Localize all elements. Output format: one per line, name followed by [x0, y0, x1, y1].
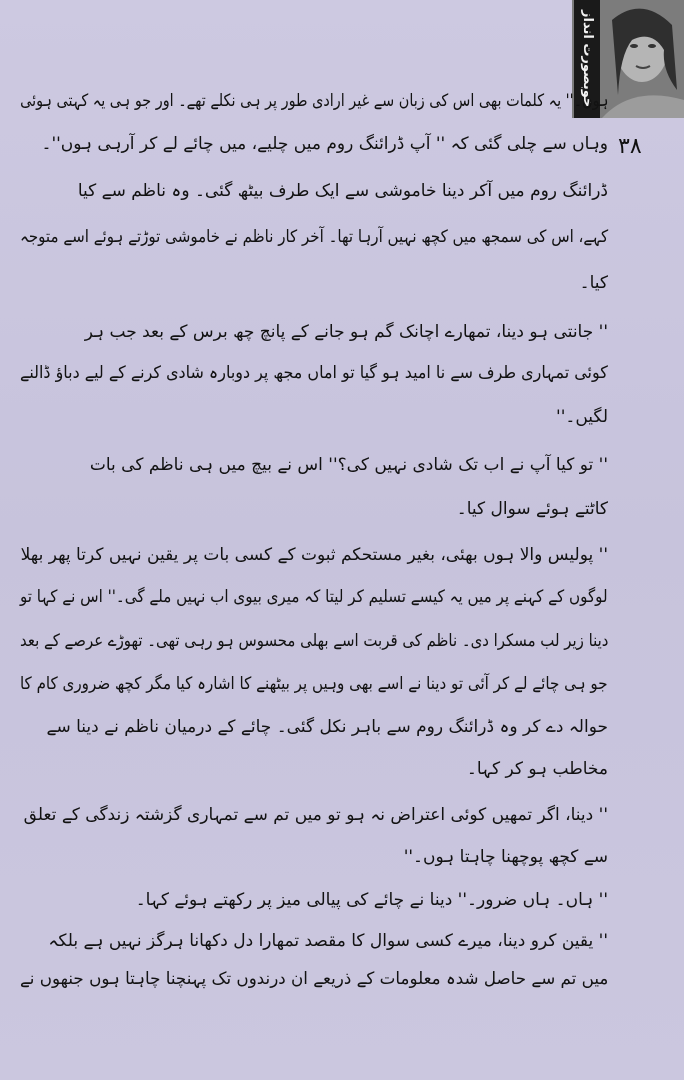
text-line: حوالہ دے کر وہ ڈرائنگ روم سے باہر نکل گئی۔ چائے کے درمیان ناظم نے دینا سے: [46, 717, 608, 737]
text-line: '' پولیس والا ہوں بھئی، بغیر مستحکم ثبوت کے کسی بات پر یقین نہیں کرتا پھر بھلا: [20, 545, 608, 565]
text-line: کوئی تمہاری طرف سے نا امید ہو گیا تو اماں مجھ پر دوبارہ شادی کرنے کے لیے دباؤ ڈالنے: [20, 363, 608, 383]
text-line: دینا زیر لب مسکرا دی۔ ناظم کی قربت اسے بھلی محسوس ہو رہی تھی۔ تھوڑے عرصے کے بعد: [19, 631, 608, 651]
text-line: '' یقین کرو دینا، میرے کسی سوال کا مقصد تمھارا دل دکھانا ہرگز نہیں ہے بلکہ: [48, 931, 608, 951]
text-line: سے کچھ پوچھنا چاہتا ہوں۔'': [403, 847, 608, 867]
logo-text: خوبصورت انداز: [574, 0, 600, 118]
text-line: کیا۔: [579, 273, 608, 293]
text-line: کہے، اس کی سمجھ میں کچھ نہیں آرہا تھا۔ آخر کار ناظم نے خاموشی توڑتے ہوئے اسے متوجہ: [19, 227, 608, 247]
text-line: میں تم سے حاصل شدہ معلومات کے ذریعے ان درندوں تک پہنچنا چاہتا ہوں جنھوں نے: [19, 969, 608, 989]
text-line: '' دینا، اگر تمھیں کوئی اعتراض نہ ہو تو میں تم سے تمہاری گزشتہ زندگی کے تعلق: [23, 805, 608, 825]
text-line: مخاطب ہو کر کہا۔: [466, 759, 608, 779]
text-line: لگیں۔'': [556, 407, 608, 427]
text-line: '' تو کیا آپ نے اب تک شادی نہیں کی؟'' اس نے بیچ میں ہی ناظم کی بات: [89, 455, 608, 475]
text-line: ہوں۔'' یہ کلمات بھی اس کی زبان سے غیر ارادی طور پر ہی نکلے تھے۔ اور جو ہی یہ کہتی ہوئی: [19, 91, 608, 111]
text-line: '' جانتی ہو دینا، تمھارے اچانک گم ہو جانے کے پانچ چھ برس کے بعد جب ہر: [84, 322, 608, 342]
text-line: لوگوں کے کہنے پر میں یہ کیسے تسلیم کر لیتا کہ میری بیوی اب نہیں ملے گی۔'' اس نے کہا تو: [20, 587, 608, 607]
text-line: وہاں سے چلی گئی کہ '' آپ ڈرائنگ روم میں چلیے، میں چائے لے کر آرہی ہوں''۔: [41, 134, 608, 154]
text-line: ڈرائنگ روم میں آکر دینا خاموشی سے ایک طرف بیٹھ گئی۔ وہ ناظم سے کیا: [77, 181, 608, 201]
page-number: ۳۸: [618, 134, 642, 159]
text-line: جو ہی چائے لے کر آئی تو دینا نے اسے بھی وہیں پر بیٹھنے کا اشارہ کیا مگر کچھ ضروری کام کا: [20, 674, 608, 694]
text-line: '' ہاں۔ ہاں ضرور۔'' دینا نے چائے کی پیالی میز پر رکھتے ہوئے کہا۔: [135, 890, 608, 910]
text-line: کاٹتے ہوئے سوال کیا۔: [456, 499, 608, 519]
